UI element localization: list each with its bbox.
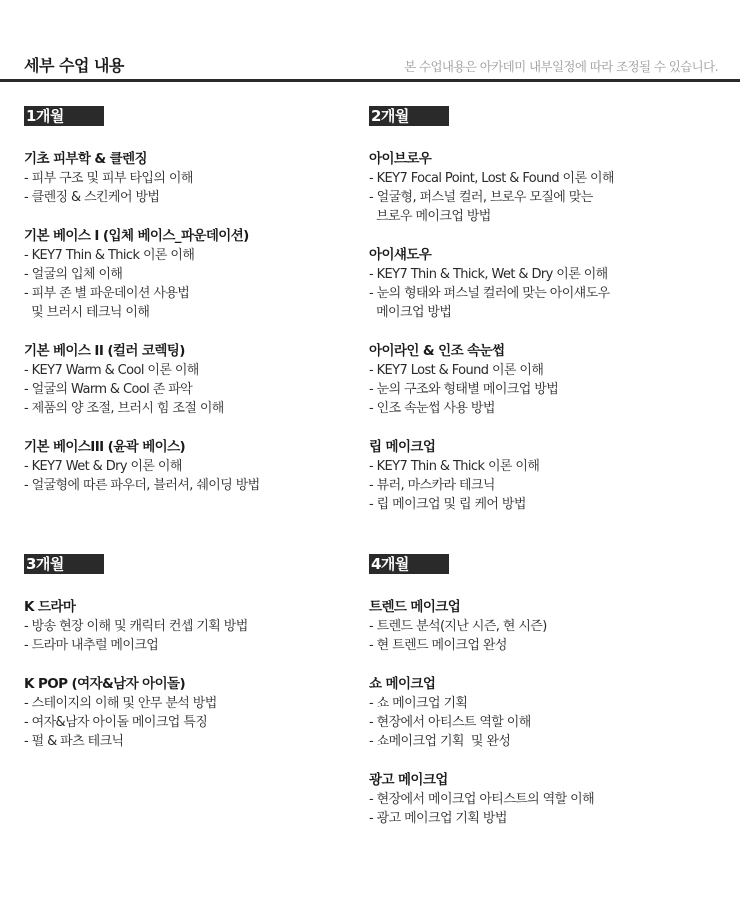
section-item: - 여자&남자 아이돌 메이크업 특징	[24, 715, 208, 730]
month-block-1	[24, 106, 334, 495]
course-section	[369, 675, 679, 751]
section-item: - 얼굴형, 퍼스널 컬러, 브로우 모질에 맞는	[369, 190, 593, 205]
section-item: - 얼굴형에 따른 파우더, 블러셔, 쉐이딩 방법	[24, 478, 260, 493]
course-section	[369, 438, 679, 514]
course-section	[369, 771, 679, 828]
section-item: - KEY7 Focal Point, Lost & Found 이론 이해	[369, 171, 614, 186]
section-title: 립 메이크업	[369, 439, 436, 455]
section-item: - KEY7 Lost & Found 이론 이해	[369, 363, 544, 378]
section-title: K 드라마	[24, 599, 76, 615]
month-block-4	[369, 554, 679, 828]
section-title: 기초 피부학 & 클렌징	[24, 151, 148, 167]
page-header	[0, 0, 740, 82]
course-section	[369, 598, 679, 655]
month-label: 2개월	[369, 106, 449, 126]
section-item: - 펄 & 파츠 테크닉	[24, 734, 124, 749]
section-item: - 드라마 내추럴 메이크업	[24, 638, 159, 653]
section-item: 메이크업 방법	[369, 305, 452, 320]
section-item: - KEY7 Thin & Thick 이론 이해	[369, 459, 540, 474]
section-item: - 얼굴의 Warm & Cool 존 파악	[24, 382, 193, 397]
section-item: - 피부 구조 및 피부 타입의 이해	[24, 171, 193, 186]
section-item: - 방송 현장 이해 및 캐릭터 컨셉 기획 방법	[24, 619, 248, 634]
section-item: - 눈의 형태와 퍼스널 컬러에 맞는 아이섀도우	[369, 286, 610, 301]
section-item: 브로우 메이크업 방법	[369, 209, 491, 224]
section-item: - 현 트렌드 메이크업 완성	[369, 638, 507, 653]
section-title: 광고 메이크업	[369, 772, 448, 788]
section-item: - 현장에서 메이크업 아티스트의 역할 이해	[369, 792, 595, 807]
course-section	[24, 438, 334, 495]
section-title: 쇼 메이크업	[369, 676, 436, 692]
section-item: - 쇼 메이크업 기획	[369, 696, 468, 711]
section-item: - KEY7 Warm & Cool 이론 이해	[24, 363, 199, 378]
month-label: 1개월	[24, 106, 104, 126]
section-item: - 인조 속눈썹 사용 방법	[369, 401, 495, 416]
section-title: 아이라인 & 인조 속눈썹	[369, 343, 505, 359]
page-title: 세부 수업 내용	[24, 56, 124, 75]
section-title: 기본 베이스III (윤곽 베이스)	[24, 439, 186, 455]
section-title: 기본 베이스 II (컬러 코렉팅)	[24, 343, 185, 359]
course-section	[369, 342, 679, 418]
section-item: - 제품의 양 조절, 브러시 힘 조절 이해	[24, 401, 224, 416]
section-item: 및 브러시 테크닉 이해	[24, 305, 150, 320]
course-section	[369, 150, 679, 226]
section-item: - 눈의 구조와 형태별 메이크업 방법	[369, 382, 559, 397]
section-item: - 뷰러, 마스카라 테크닉	[369, 478, 495, 493]
month-block-3	[24, 554, 334, 751]
section-item: - 피부 존 별 파운데이션 사용법	[24, 286, 190, 301]
month-label: 4개월	[369, 554, 449, 574]
course-section	[24, 675, 334, 751]
section-item: - 현장에서 아티스트 역할 이해	[369, 715, 531, 730]
month-label: 3개월	[24, 554, 104, 574]
course-section	[24, 150, 334, 207]
section-title: 아이섀도우	[369, 247, 432, 263]
section-item: - KEY7 Thin & Thick 이론 이해	[24, 248, 195, 263]
section-item: - 광고 메이크업 기획 방법	[369, 811, 507, 826]
section-item: - 트렌드 분석(지난 시즌, 현 시즌)	[369, 619, 547, 634]
section-item: - KEY7 Wet & Dry 이론 이해	[24, 459, 182, 474]
course-section	[24, 227, 334, 322]
section-title: 트렌드 메이크업	[369, 599, 461, 615]
section-item: - 립 메이크업 및 립 케어 방법	[369, 497, 526, 512]
section-title: 아이브로우	[369, 151, 432, 167]
section-item: - 스테이지의 이해 및 안무 분석 방법	[24, 696, 217, 711]
course-section	[24, 598, 334, 655]
schedule-note: 본 수업내용은 아카데미 내부일정에 따라 조정될 수 있습니다.	[404, 59, 718, 74]
month-block-2	[369, 106, 679, 514]
section-item: - KEY7 Thin & Thick, Wet & Dry 이론 이해	[369, 267, 608, 282]
section-item: - 얼굴의 입체 이해	[24, 267, 123, 282]
section-item: - 쇼메이크업 기획 및 완성	[369, 734, 511, 749]
section-title: 기본 베이스 I (입체 베이스_파운데이션)	[24, 228, 249, 244]
section-title: K POP (여자&남자 아이돌)	[24, 676, 186, 692]
course-section	[369, 246, 679, 322]
section-item: - 클렌징 & 스킨케어 방법	[24, 190, 160, 205]
course-section	[24, 342, 334, 418]
